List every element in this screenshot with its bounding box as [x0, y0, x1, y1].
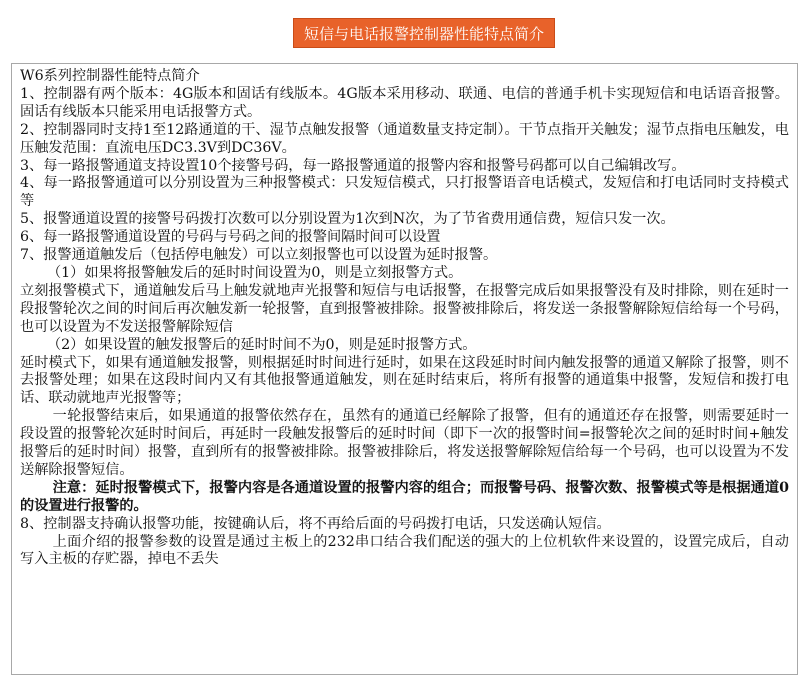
delayed-alarm-continuation: 一轮报警结束后，如果通道的报警依然存在，虽然有的通道已经解除了报警，但有的通道还存在报警，则需要延时一段设置的报警轮次延时时间后，再延时一段触发报警后的延时时间（即下一次的报警时间=报警轮次之间的延时时间+触发报警后的延时时间）报警，直到所有的报警被排除。报警被排除后，将发送报警解除短信给每一个号码，也可以设置为不发送解除报警短信。: [20, 408, 789, 478]
section-heading: W6系列控制器性能特点简介: [20, 68, 200, 84]
delayed-alarm-description: 延时模式下，如果有通道触发报警，则根据延时时间进行延时，如果在这段延时时间内触发报警的通道又解除了报警，则不去报警处理；如果在这段时间内又有其他报警通道触发，则在延时结束后，将所有报警的通道集中报警，发短信和拨打电话、联动就地声光报警等；: [20, 354, 789, 407]
feature-item-4: 4、每一路报警通道可以分别设置为三种报警模式：只发短信模式，只打报警语音电话模式，发短信和打电话同时支持模式等: [20, 175, 789, 210]
feature-item-6: 6、每一路报警通道设置的号码与号码之间的报警间隔时间可以设置: [20, 229, 441, 246]
feature-item-5: 5、报警通道设置的接警号码拨打次数可以分别设置为1次到N次，为了节省费用通信费，短信只发一次。: [20, 211, 675, 228]
feature-item-2: 2、控制器同时支持1至12路通道的干、湿节点触发报警（通道数量支持定制）。干节点指开关触发；湿节点指电压触发，电压触发范围：直流电压DC3.3V到DC36V。: [20, 121, 789, 156]
delayed-alarm-note: 注意：延时报警模式下，报警内容是各通道设置的报警内容的组合；而报警号码、报警次数、报警模式等是根据通道0的设置进行报警的。: [20, 479, 789, 514]
feature-item-8: 8、控制器支持确认报警功能，按键确认后，将不再给后面的号码拨打电话，只发送确认短信。: [20, 515, 611, 532]
page-title: 短信与电话报警控制器性能特点简介: [293, 18, 555, 48]
delayed-alarm-mode: （2）如果设置的触发报警后的延时时间不为0，则是延时报警方式。: [46, 336, 477, 353]
settings-footer-note: 上面介绍的报警参数的设置是通过主板上的232串口结合我们配送的强大的上位机软件来设置的，设置完成后，自动写入主板的存贮器，掉电不丢失: [20, 533, 789, 568]
immediate-alarm-mode: （1）如果将报警触发后的延时时间设置为0，则是立刻报警方式。: [46, 264, 463, 281]
feature-item-3: 3、每一路报警通道支持设置10个接警号码，每一路报警通道的报警内容和报警号码都可以自己编辑改写。: [20, 157, 686, 174]
feature-description-panel: [11, 63, 798, 675]
immediate-alarm-description: 立刻报警模式下，通道触发后马上触发就地声光报警和短信与电话报警，在报警完成后如果报警没有及时排除，则在延时一段报警轮次之间的时间后再次触发新一轮报警，直到报警被排除。报警被排除后，将发送一条报警解除短信给每一个号码，也可以设置为不发送报警解除短信: [20, 282, 789, 335]
feature-item-7: 7、报警通道触发后（包括停电触发）可以立刻报警也可以设置为延时报警。: [20, 247, 498, 264]
feature-item-1: 1、控制器有两个版本：4G版本和固话有线版本。4G版本采用移动、联通、电信的普通手机卡实现短信和电话语音报警。固话有线版本只能采用电话报警方式。: [20, 85, 789, 120]
